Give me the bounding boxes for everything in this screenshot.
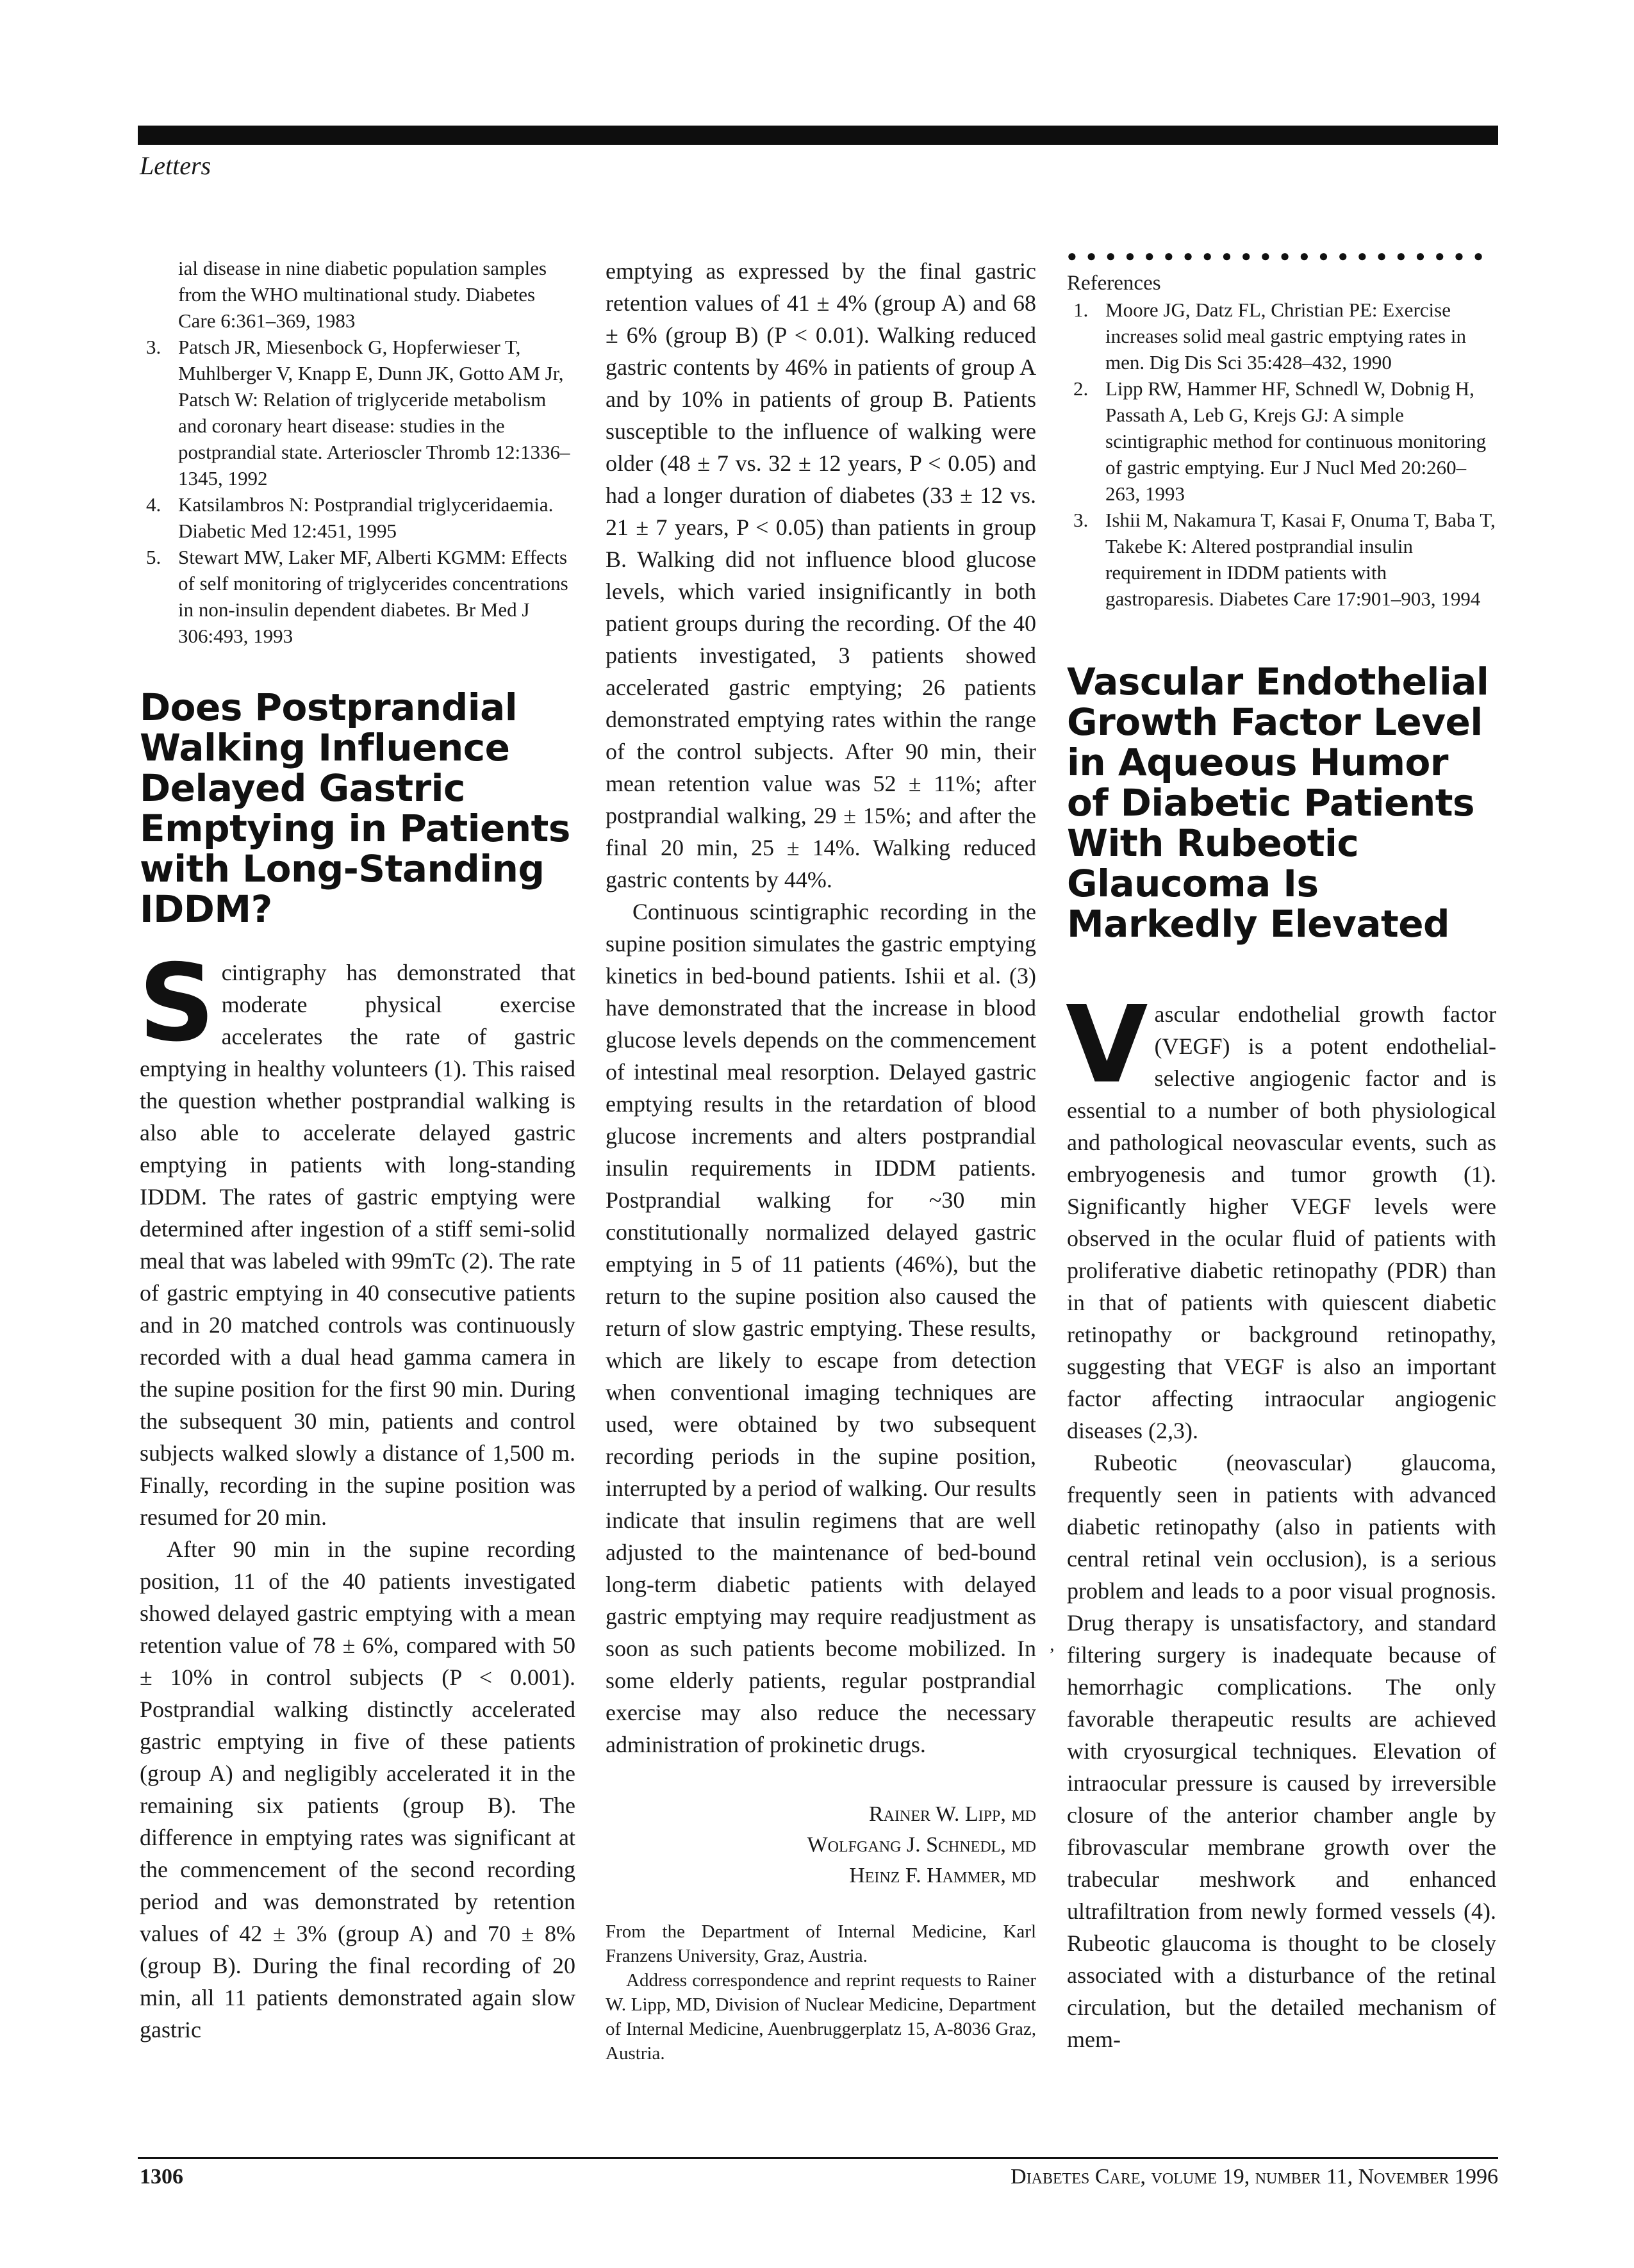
reference-item [140,544,575,649]
affiliation-block [606,1919,1036,2066]
author-name: Rainer W. Lipp, md [869,1802,1036,1826]
article-paragraph: Continuous scintigraphic recording in the supine position simulates the gastric emptying kinetics in bed-bound patients. Ishii et al. (3) have demonstrated that the increase in blood glucose levels depends on the commencement of intestinal meal resorption. Delayed gastric emptying results in the retardation of blood glucose increments and alters postprandial insulin requirements in IDDM patients. Postprandial walking for ~30 min constitutionally normalized delayed gastric emptying in 5 of 11 patients (46%), but the return to the supine position also caused the return of slow gastric emptying. These results, which are likely to escape from detection when conventional imaging techniques are used, were obtained by two subsequent recording periods in the supine position, interrupted by a period of walking. Our results indicate that insulin regimens that are well adjusted to the maintenance of bed-bound long-term diabetic patients with delayed gastric emptying may require readjustment as soon as such patients become mobilized. In some elderly patients, regular postprandial exercise may also reduce the necessary administration of prokinetic drugs. [606,899,1036,1757]
article-paragraph: Rubeotic (neovascular) glaucoma, frequently seen in patients with advanced diabetic retinopathy (also in patients with central retinal vein occlusion), is a serious problem and leads to a poor visual prognosis. Drug therapy is unsatisfactory, and standard filtering surgery is inadequate because of hemorrhagic complications. The only favorable therapeutic results are achieved with cryosurgical techniques. Elevation of intraocular pressure is caused by irreversible closure of the anterior chamber angle by fibrovascular membrane growth over the trabecular meshwork and enhanced ultrafiltration from newly formed vessels (4). Rubeotic glaucoma is thought to be closely associated with a disturbance of the retinal circulation, but the detailed mechanism of mem- [1067,1450,1496,2052]
drop-cap: V [1066,983,1148,1107]
reference-text: ial disease in nine diabetic population samples from the WHO multinational study. Diabetes Care 6:361–369, 1983 [178,257,547,332]
article-title: Does Postprandial Walking Influence Delayed Gastric Emptying in Patients with Long-Standing IDDM? [140,686,570,931]
section-divider: ● ● ● ● ● ● ● ● ● ● ● ● ● ● ● ● ● ● ● ● ● ● [1067,247,1486,265]
reference-list-continued [140,255,575,649]
column-2 [606,255,1036,2066]
reference-item [140,334,575,491]
article-paragraph [138,942,575,1533]
section-label: Letters [140,151,211,180]
drop-cap: S [138,942,215,1065]
correspondence-text: Address correspondence and reprint requests to Rainer W. Lipp, MD, Division of Nuclear Medicine, Department of Internal Medicine, Auenbruggerplatz 15, A-8036 Graz, Austria. [606,1970,1036,2064]
column-3 [1067,247,1496,2055]
reference-text: Stewart MW, Laker MF, Alberti KGMM: Effects of self monitoring of triglycerides concentrations in non-insulin dependent diabetes. Br Med J 306:493, 1993 [178,546,568,647]
reference-number: 4. [146,493,161,516]
article-title: Vascular Endothelial Growth Factor Level in Aqueous Humor of Diabetic Patients With Rubeotic Glaucoma Is Markedly Elevated [1067,660,1489,946]
column-1 [140,255,575,2046]
references-heading: References [1067,272,1161,295]
reference-text: Lipp RW, Hammer HF, Schnedl W, Dobnig H, Passath A, Leb G, Krejs GJ: A simple scintigraphic method for continuous monitoring of gastric emptying. Eur J Nucl Med 20:260–263, 1993 [1105,377,1487,505]
paragraph-text: ascular endothelial growth factor (VEGF) is a potent endothelial-selective angiogenic factor and is essential to a number of both physiological and pathological neovascular events, such as embryogenesis and tumor growth (1). Significantly higher VEGF levels were observed in the ocular fluid of patients with proliferative diabetic retinopathy (PDR) than in that of patients with quiescent diabetic retinopathy or background retinopathy, suggesting that VEGF is also an important factor affecting intraocular angiogenic diseases (2,3). [1067,1001,1496,1443]
paragraph-text: cintigraphy has demonstrated that moderate physical exercise accelerates the rate of gastric emptying in healthy volunteers (1). This raised the question whether postprandial walking is also able to accelerate delayed gastric emptying in patients with long-standing IDDM. The rates of gastric emptying were determined after ingestion of a stiff semi-solid meal that was labeled with 99mTc (2). The rate of gastric emptying in 40 consecutive patients and in 20 matched controls was continuously recorded with a dual head gamma camera in the supine position for the first 90 min. During the subsequent 30 min, patients and control subjects walked slowly a distance of 1,500 m. Finally, recording in the supine position was resumed for 20 min. [140,960,575,1530]
reference-item [1067,507,1496,612]
article-paragraph [1066,983,1496,1447]
reference-item [1067,375,1496,507]
reference-item [140,491,575,544]
stray-mark: ’ [1049,1645,1055,1665]
footer-rule [138,2157,1498,2159]
reference-text: Moore JG, Datz FL, Christian PE: Exercise increases solid meal gastric emptying rates in men. Dig Dis Sci 35:428–432, 1990 [1105,299,1466,374]
reference-text: Patsch JR, Miesenbock G, Hopferwieser T, Muhlberger V, Knapp E, Dunn JK, Gotto AM Jr, Patsch W: Relation of triglyceride metabolism and coronary heart disease: studies in the postprandial state. Arterioscler Thromb 12:1336–1345, 1992 [178,336,570,489]
journal-citation: Diabetes Care, volume 19, number 11, November 1996 [1011,2165,1498,2189]
reference-number: 5. [146,546,161,568]
author-list [606,1799,1036,1891]
affiliation-text: From the Department of Internal Medicine, Karl Franzens University, Graz, Austria. [606,1921,1036,1966]
header-rule [138,126,1498,145]
author-name: Wolfgang J. Schnedl, md [807,1833,1036,1857]
reference-text: Katsilambros N: Postprandial triglyceridaemia. Diabetic Med 12:451, 1995 [178,493,554,542]
reference-item [140,255,575,334]
author-name: Heinz F. Hammer, md [849,1864,1036,1887]
page-number: 1306 [140,2165,183,2189]
reference-list [1067,297,1496,612]
reference-item [1067,297,1496,375]
reference-text: Ishii M, Nakamura T, Kasai F, Onuma T, Baba T, Takebe K: Altered postprandial insulin requirement in IDDM patients with gastroparesis. Diabetes Care 17:901–903, 1994 [1105,509,1496,610]
reference-number: 2. [1073,377,1089,400]
article-paragraph: After 90 min in the supine recording position, 11 of the 40 patients investigated showed delayed gastric emptying with a mean retention value of 78 ± 6%, compared with 50 ± 10% in control subjects (P < 0.001). Postprandial walking distinctly accelerated gastric emptying in five of these patients (group A) and negligibly accelerated it in the remaining six patients (group B). The difference in emptying rates was significant at the commencement of the second recording period and was demonstrated by retention values of 42 ± 3% (group A) and 70 ± 8% (group B). During the final recording of 20 min, all 11 patients demonstrated again slow gastric [140,1536,575,2042]
reference-number: 1. [1073,299,1089,321]
reference-number: 3. [1073,509,1089,531]
reference-number: 3. [146,336,161,358]
article-paragraph: emptying as expressed by the final gastric retention values of 41 ± 4% (group A) and 68 ± 6% (group B) (P < 0.01). Walking reduced gastric contents by 46% in patients of group A and by 10% in patients of group B. Patients susceptible to the influence of walking were older (48 ± 7 vs. 32 ± 12 years, P < 0.05) and had a longer duration of diabetes (33 ± 12 vs. 21 ± 7 years, P < 0.05) than patients in group B. Walking did not influence blood glucose levels, which varied insignificantly in both patient groups during the recording. Of the 40 patients investigated, 3 patients showed accelerated gastric emptying; 26 patients demonstrated emptying rates within the range of the control subjects. After 90 min, their mean retention value was 52 ± 11%; after postprandial walking, 29 ± 15%; and after the final 20 min, 25 ± 14%. Walking reduced gastric contents by 44%. [606,258,1036,892]
